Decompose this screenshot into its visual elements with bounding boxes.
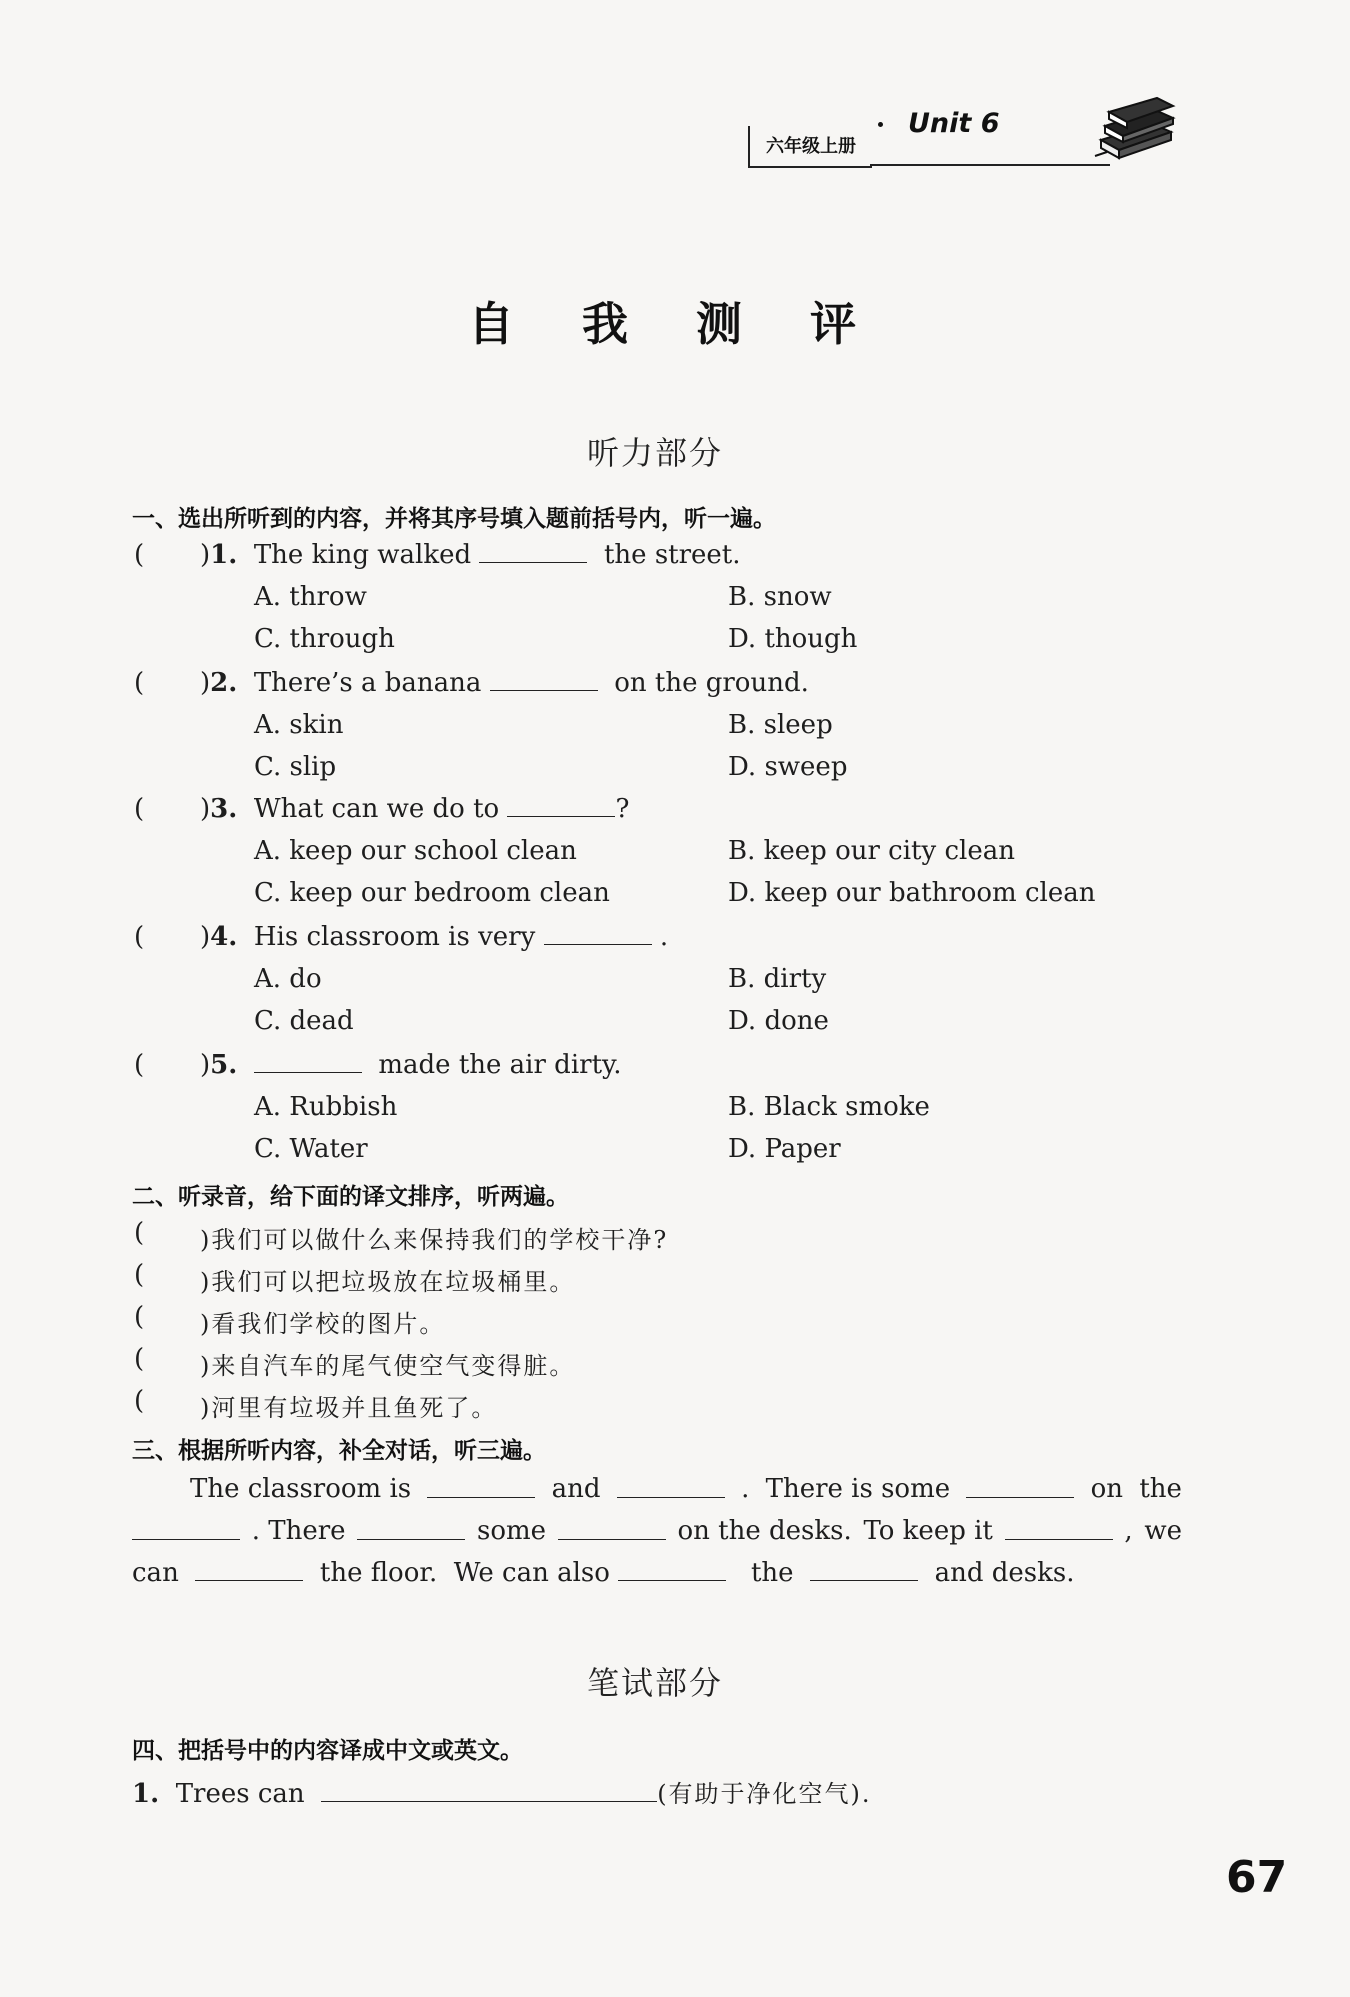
option-c: C. Water bbox=[254, 1134, 368, 1164]
answer-blank[interactable] bbox=[195, 1579, 303, 1581]
question-text: . bbox=[659, 922, 669, 952]
question-text: What can we do to bbox=[253, 794, 500, 824]
header-rule bbox=[870, 164, 1110, 166]
answer-paren[interactable]: ( bbox=[134, 668, 145, 698]
translation-item: 河里有垃圾并且鱼死了。 bbox=[211, 1394, 498, 1422]
translation-item: 我们可以做什么来保持我们的学校干净? bbox=[211, 1226, 669, 1254]
answer-paren[interactable]: ( bbox=[134, 1260, 145, 1290]
answer-paren[interactable]: ( bbox=[134, 922, 145, 952]
option-c: C. dead bbox=[254, 1006, 354, 1036]
option-a: A. keep our school clean bbox=[254, 836, 577, 866]
grade-label: 六年级上册 bbox=[766, 136, 856, 157]
question-text: His classroom is very bbox=[253, 922, 536, 952]
question-number: 1. bbox=[210, 540, 238, 570]
answer-blank[interactable] bbox=[490, 689, 598, 691]
header-dot bbox=[878, 122, 883, 127]
option-a: A. skin bbox=[254, 710, 344, 740]
translation-item: 看我们学校的图片。 bbox=[211, 1310, 446, 1338]
option-a: A. Rubbish bbox=[254, 1092, 398, 1122]
option-c: C. keep our bedroom clean bbox=[254, 878, 610, 908]
question-number: 3. bbox=[210, 794, 238, 824]
option-b: B. Black smoke bbox=[728, 1092, 930, 1122]
part4-heading: 四、把括号中的内容译成中文或英文。 bbox=[132, 1738, 523, 1764]
answer-paren[interactable]: ( bbox=[134, 794, 145, 824]
workbook-page: 六年级上册 Unit 6 自 我 测 评 听力部分 一、选出所听到的内容，并将其序号填入题前括号内，听一遍。 ( )1. The king walked the street. A. throw B. snow C. through D. though ( )2. There’s a banana on the ground. A. skin B. sleep C. slip D. sweep ( )3. What can we do to ? A. keep our school clean B. keep our city clean C. keep our bedroom clean D. keep our bathroom clean ( )4. His classroom is very . A. do B. dirty C. dead D. done ( )5. made the air dirty. A. Rubbish B. Black smoke C. Water D. Paper 二、听录音，给下面的译文排序，听两遍。 ( )我们可以做什么来保持我们的学校干净? ( )我们可以把垃圾放在垃圾桶里。 ( )看我们学校的图片。 ( )来自汽车的尾气使空气变得脏。 ( )河里有垃圾并且鱼死了。 三、根据所听内容，补全对话，听三遍。 The classroom is and . There is some on the . There some on the desks. To keep it , we can the floor. We can also the and desks. 笔试部分 四、把括号中的内容译成中文或英文。 1. Trees can (有助于净化空气). 67 bbox=[0, 0, 1350, 1997]
translation-item: 我们可以把垃圾放在垃圾桶里。 bbox=[211, 1268, 576, 1296]
part4-question-1 bbox=[132, 1774, 872, 1809]
question-number: 4. bbox=[210, 922, 238, 952]
question-text: ? bbox=[615, 794, 630, 824]
books-icon bbox=[1093, 96, 1177, 168]
question-text: the street. bbox=[603, 540, 741, 570]
option-b: B. dirty bbox=[728, 964, 827, 994]
option-a: A. throw bbox=[254, 582, 367, 612]
question-number: 5. bbox=[210, 1050, 238, 1080]
option-b: B. snow bbox=[728, 582, 832, 612]
option-d: D. sweep bbox=[728, 752, 848, 782]
option-c: C. slip bbox=[254, 752, 337, 782]
answer-paren[interactable]: ( bbox=[134, 540, 145, 570]
answer-blank[interactable] bbox=[479, 561, 587, 563]
page-header bbox=[748, 108, 1178, 170]
question-text: on the ground. bbox=[614, 668, 809, 698]
part3-heading: 三、根据所听内容，补全对话，听三遍。 bbox=[132, 1438, 546, 1464]
answer-paren[interactable]: ( bbox=[134, 1344, 145, 1374]
option-d: D. done bbox=[728, 1006, 829, 1036]
hint-text: (有助于净化空气). bbox=[657, 1780, 872, 1808]
question-number: 1. bbox=[132, 1779, 160, 1809]
answer-blank[interactable] bbox=[544, 943, 652, 945]
answer-blank[interactable] bbox=[617, 1496, 725, 1498]
question-text: There’s a banana bbox=[253, 668, 482, 698]
answer-blank[interactable] bbox=[966, 1496, 1074, 1498]
unit-label: Unit 6 bbox=[908, 108, 1000, 139]
answer-blank[interactable] bbox=[810, 1579, 918, 1581]
option-a: A. do bbox=[254, 964, 322, 994]
option-c: C. through bbox=[254, 624, 395, 654]
dialogue-line-1: The classroom is and . There is some on the bbox=[190, 1474, 1182, 1504]
page-number: 67 bbox=[1226, 1852, 1288, 1903]
option-d: D. Paper bbox=[728, 1134, 841, 1164]
answer-blank[interactable] bbox=[132, 1538, 240, 1540]
option-b: B. keep our city clean bbox=[728, 836, 1015, 866]
answer-paren[interactable]: ( bbox=[134, 1218, 145, 1248]
answer-blank[interactable] bbox=[357, 1538, 465, 1540]
question-text: Trees can bbox=[175, 1779, 305, 1809]
answer-paren[interactable]: ( bbox=[134, 1386, 145, 1416]
question-text: The king walked bbox=[253, 540, 472, 570]
answer-paren[interactable]: ( bbox=[134, 1302, 145, 1332]
page-title: 自 我 测 评 bbox=[467, 297, 883, 351]
question-text: made the air dirty. bbox=[378, 1050, 622, 1080]
answer-blank[interactable] bbox=[507, 815, 615, 817]
answer-blank[interactable] bbox=[321, 1800, 657, 1802]
answer-blank[interactable] bbox=[618, 1579, 726, 1581]
option-b: B. sleep bbox=[728, 710, 833, 740]
dialogue-line-2: . There some on the desks. To keep it , we bbox=[132, 1516, 1182, 1546]
dialogue-line-3: can the floor. We can also the and desks. bbox=[132, 1558, 1075, 1588]
listening-section-title: 听力部分 bbox=[586, 434, 723, 472]
option-d: D. though bbox=[728, 624, 858, 654]
part1-heading: 一、选出所听到的内容，并将其序号填入题前括号内，听一遍。 bbox=[132, 506, 776, 532]
translation-item: 来自汽车的尾气使空气变得脏。 bbox=[211, 1352, 576, 1380]
answer-paren[interactable]: ( bbox=[134, 1050, 145, 1080]
option-d: D. keep our bathroom clean bbox=[728, 878, 1096, 908]
answer-blank[interactable] bbox=[558, 1538, 666, 1540]
writing-section-title: 笔试部分 bbox=[586, 1664, 723, 1702]
answer-blank[interactable] bbox=[254, 1071, 362, 1073]
question-number: 2. bbox=[210, 668, 238, 698]
answer-blank[interactable] bbox=[1005, 1538, 1113, 1540]
part2-heading: 二、听录音，给下面的译文排序，听两遍。 bbox=[132, 1184, 569, 1210]
answer-blank[interactable] bbox=[427, 1496, 535, 1498]
